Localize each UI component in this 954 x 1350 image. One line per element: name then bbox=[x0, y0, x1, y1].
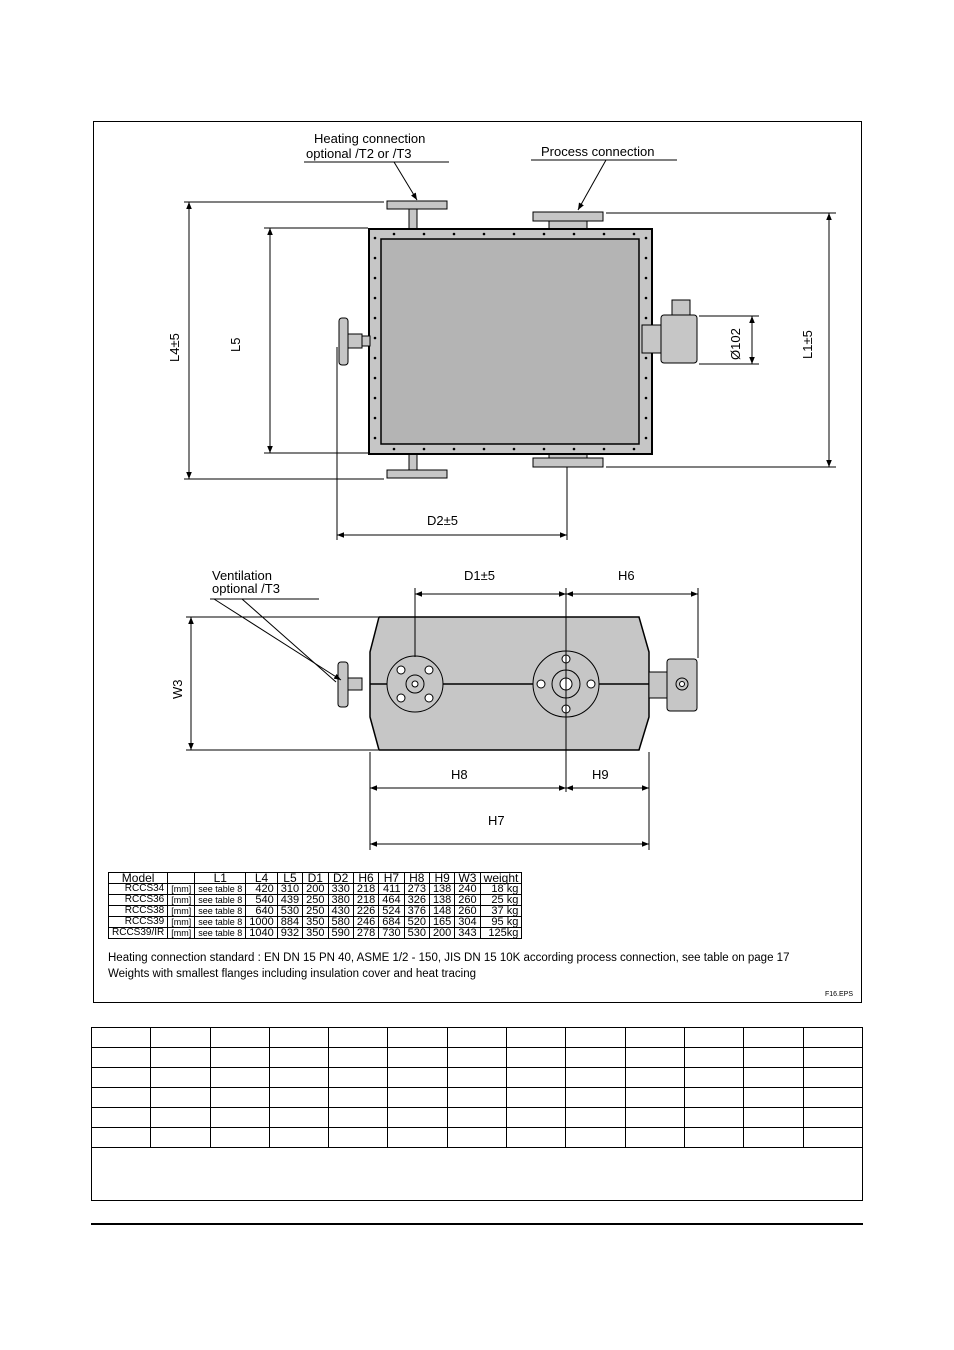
table-cell: 18 kg bbox=[480, 884, 522, 895]
table-header-cell: D2 bbox=[328, 873, 353, 884]
dim-d2: D2±5 bbox=[427, 513, 458, 528]
table-header-cell: D1 bbox=[303, 873, 328, 884]
heating-flange-face bbox=[387, 656, 443, 712]
table-row bbox=[109, 906, 522, 917]
figure-frame bbox=[93, 121, 862, 1003]
table-cell: 260 bbox=[455, 906, 480, 917]
footer-rule bbox=[91, 1223, 863, 1225]
table-cell: 530 bbox=[404, 928, 429, 939]
table-cell: 218 bbox=[353, 895, 378, 906]
table-cell: [mm] bbox=[168, 884, 195, 895]
table-cell: 326 bbox=[404, 895, 429, 906]
table-header-cell: H6 bbox=[353, 873, 378, 884]
table-cell: [mm] bbox=[168, 928, 195, 939]
table-cell: 580 bbox=[328, 917, 353, 928]
heating-standard-note: Heating connection standard : EN DN 15 PN 40, ASME 1/2 - 150, JIS DN 15 10K according process connection, see table on page 17 bbox=[108, 952, 790, 964]
table-cell: 304 bbox=[455, 917, 480, 928]
table-row bbox=[109, 895, 522, 906]
process-flange-top bbox=[533, 212, 603, 221]
table-cell: 524 bbox=[379, 906, 404, 917]
table-cell: 420 bbox=[246, 884, 277, 895]
table-cell: 590 bbox=[328, 928, 353, 939]
table-cell: see table 8 bbox=[195, 917, 246, 928]
table-header-cell: H9 bbox=[429, 873, 454, 884]
table-cell: see table 8 bbox=[195, 884, 246, 895]
dim-l5: L5 bbox=[228, 337, 243, 352]
dim-diameter: Ø102 bbox=[728, 328, 743, 360]
table-cell: RCCS39/IR bbox=[109, 928, 168, 939]
dim-h9: H9 bbox=[592, 767, 609, 782]
technical-drawing bbox=[94, 122, 861, 1002]
table-cell: 884 bbox=[277, 917, 302, 928]
table-cell: 250 bbox=[303, 906, 328, 917]
dim-h7: H7 bbox=[488, 813, 505, 828]
table-header-cell bbox=[168, 873, 195, 884]
ventilation-valve-top bbox=[339, 318, 348, 365]
table-cell: 240 bbox=[455, 884, 480, 895]
table-cell: RCCS38 bbox=[109, 906, 168, 917]
table-header-cell: L4 bbox=[246, 873, 277, 884]
table-cell: 278 bbox=[353, 928, 378, 939]
table-cell: 1040 bbox=[246, 928, 277, 939]
dim-l1: L1±5 bbox=[800, 330, 815, 359]
table-cell: 218 bbox=[353, 884, 378, 895]
table-cell: 932 bbox=[277, 928, 302, 939]
table-cell: 430 bbox=[328, 906, 353, 917]
table-cell: see table 8 bbox=[195, 906, 246, 917]
heating-callout-line2: optional /T2 or /T3 bbox=[306, 146, 412, 161]
housing-inner bbox=[381, 239, 639, 444]
table-cell: [mm] bbox=[168, 906, 195, 917]
ventilation-callout-line1: Ventilation bbox=[212, 568, 272, 583]
table-cell: [mm] bbox=[168, 917, 195, 928]
table-cell: 138 bbox=[429, 884, 454, 895]
ventilation-valve-side bbox=[338, 662, 348, 707]
table-cell: 730 bbox=[379, 928, 404, 939]
table-header-cell: L5 bbox=[277, 873, 302, 884]
table-cell: 246 bbox=[353, 917, 378, 928]
table-cell: 684 bbox=[379, 917, 404, 928]
table-cell: 520 bbox=[404, 917, 429, 928]
process-flange-bottom bbox=[533, 458, 603, 467]
dim-w3: W3 bbox=[170, 679, 185, 699]
table-header-cell: Model bbox=[109, 873, 168, 884]
table-cell: 310 bbox=[277, 884, 302, 895]
table-cell: 260 bbox=[455, 895, 480, 906]
table-header-cell: W3 bbox=[455, 873, 480, 884]
heating-flange-bottom bbox=[387, 470, 447, 478]
dim-h6: H6 bbox=[618, 568, 635, 583]
table-cell: RCCS34 bbox=[109, 884, 168, 895]
table-cell: 530 bbox=[277, 906, 302, 917]
table-cell: see table 8 bbox=[195, 928, 246, 939]
table-cell: 350 bbox=[303, 917, 328, 928]
table-cell: 165 bbox=[429, 917, 454, 928]
table-cell: 25 kg bbox=[480, 895, 522, 906]
table-cell: 250 bbox=[303, 895, 328, 906]
table-cell: 640 bbox=[246, 906, 277, 917]
table-cell: 273 bbox=[404, 884, 429, 895]
table-cell: 95 kg bbox=[480, 917, 522, 928]
table-header-cell: H7 bbox=[379, 873, 404, 884]
table-cell: RCCS39 bbox=[109, 917, 168, 928]
table-cell: 376 bbox=[404, 906, 429, 917]
table-cell: see table 8 bbox=[195, 895, 246, 906]
table-cell: RCCS36 bbox=[109, 895, 168, 906]
table-cell: 148 bbox=[429, 906, 454, 917]
table-row bbox=[109, 928, 522, 939]
table-cell: 411 bbox=[379, 884, 404, 895]
table-cell: 330 bbox=[328, 884, 353, 895]
table-header-cell: H8 bbox=[404, 873, 429, 884]
dimension-table bbox=[108, 872, 522, 939]
sensor-housing-top bbox=[661, 315, 697, 363]
table-cell: 540 bbox=[246, 895, 277, 906]
table-cell: 125kg bbox=[480, 928, 522, 939]
table-cell: 1000 bbox=[246, 917, 277, 928]
table-cell: 138 bbox=[429, 895, 454, 906]
table-header-row bbox=[109, 873, 522, 884]
table-cell: 380 bbox=[328, 895, 353, 906]
blank-grid-table bbox=[91, 1027, 863, 1201]
table-cell: 350 bbox=[303, 928, 328, 939]
table-cell: 464 bbox=[379, 895, 404, 906]
table-cell: 439 bbox=[277, 895, 302, 906]
table-row bbox=[109, 917, 522, 928]
dim-l4: L4±5 bbox=[167, 333, 182, 362]
ventilation-callout-line2: optional /T3 bbox=[212, 581, 280, 596]
table-header-cell: L1 bbox=[195, 873, 246, 884]
side-view bbox=[186, 588, 698, 850]
heating-flange-top bbox=[387, 201, 447, 209]
table-cell: 226 bbox=[353, 906, 378, 917]
table-cell: 343 bbox=[455, 928, 480, 939]
process-callout: Process connection bbox=[541, 144, 655, 159]
table-cell: 200 bbox=[303, 884, 328, 895]
table-header-cell: weight bbox=[480, 873, 522, 884]
table-cell: 200 bbox=[429, 928, 454, 939]
dim-d1: D1±5 bbox=[464, 568, 495, 583]
table-row bbox=[109, 884, 522, 895]
figure-code: F16.EPS bbox=[824, 991, 853, 998]
heating-callout-line1: Heating connection bbox=[314, 131, 426, 146]
weights-note: Weights with smallest flanges including insulation cover and heat tracing bbox=[108, 968, 476, 980]
table-cell: [mm] bbox=[168, 895, 195, 906]
dim-h8: H8 bbox=[451, 767, 468, 782]
table-cell: 37 kg bbox=[480, 906, 522, 917]
